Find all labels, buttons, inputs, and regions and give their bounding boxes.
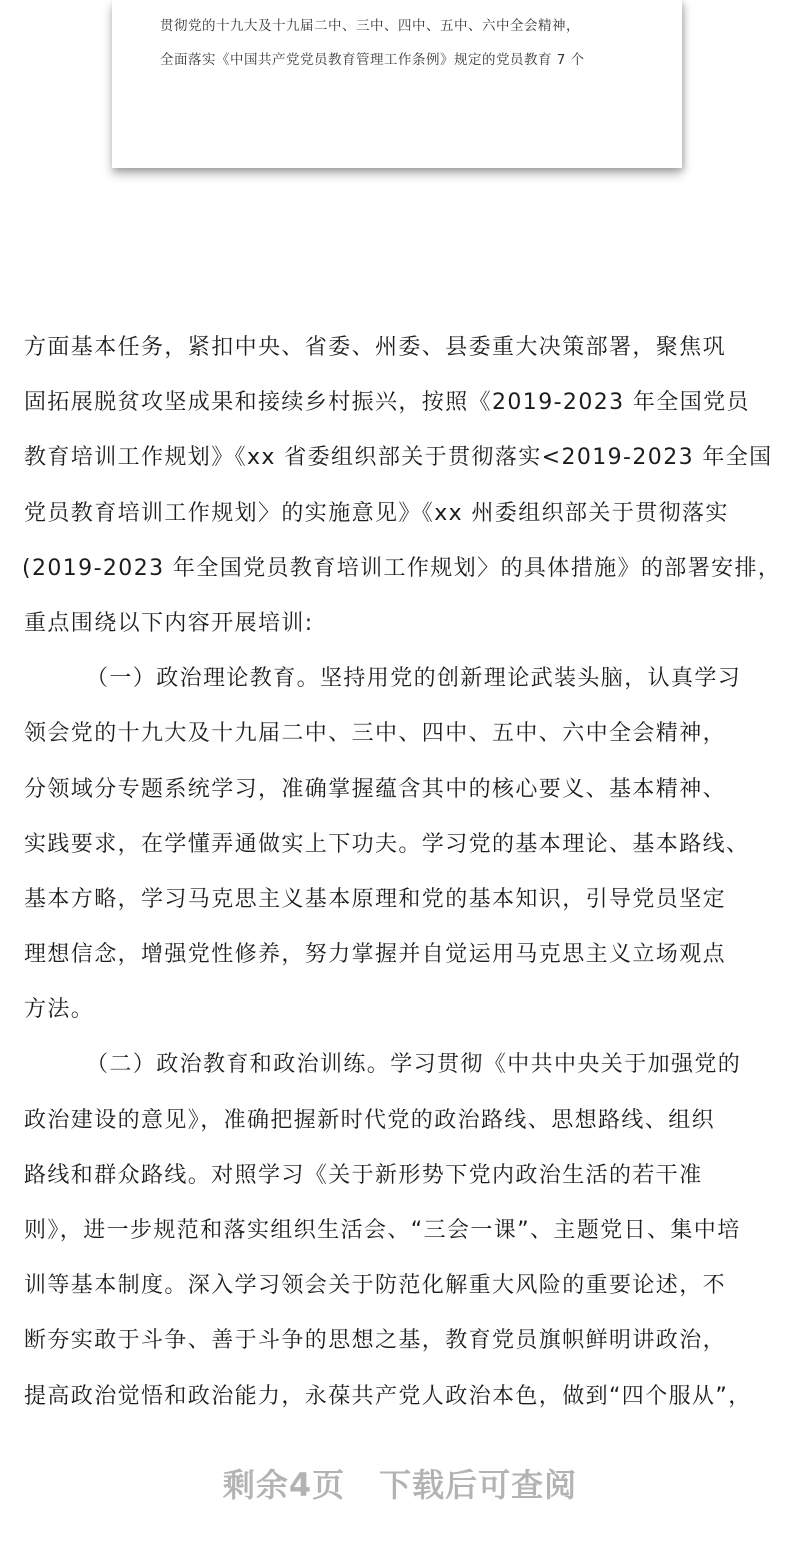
previous-page-card [112,0,682,168]
section-heading-political-education: （二）政治教育和政治训练。学习贯彻《中共中央关于加强党的 [86,1052,742,1078]
body-line: 实践要求，在学懂弄通做实上下功夫。学习党的基本理论、基本路线、 [24,831,750,857]
section-heading-political-theory: （一）政治理论教育。坚持用党的创新理论武装头脑，认真学习 [86,666,742,692]
body-line: 方法。 [24,997,95,1023]
document-body [24,320,784,1424]
download-prompt-label: 下载后可查阅 [379,1466,578,1504]
download-to-read-more-link[interactable] [0,1460,800,1506]
remaining-pages-label: 剩余4页 [222,1466,346,1504]
body-line: 分领域分专题系统学习，准确掌握蕴含其中的核心要义、基本精神、 [24,776,727,802]
body-line: 断夯实敢于斗争、善于斗争的思想之基，教育党员旗帜鲜明讲政治， [24,1328,727,1354]
previous-page-line-2: 全面落实《中国共产党党员教育管理工作条例》规定的党员教育 7 个 [160,52,585,68]
body-line: 路线和群众路线。对照学习《关于新形势下党内政治生活的若干准 [24,1162,703,1188]
body-line: 理想信念，增强党性修养，努力掌握并自觉运用马克思主义立场观点 [24,942,727,968]
body-line: 重点围绕以下内容开展培训: [24,610,314,636]
body-line: 训等基本制度。深入学习领会关于防范化解重大风险的重要论述，不 [24,1273,727,1299]
body-line: 政治建设的意见》，准确把握新时代党的政治路线、思想路线、组织 [24,1107,716,1133]
body-line: 基本方略，学习马克思主义基本原理和党的基本知识，引导党员坚定 [24,886,727,912]
body-line: 方面基本任务，紧扣中央、省委、州委、县委重大决策部署，聚焦巩 [24,335,727,360]
body-line: 教育培训工作规划》《xx 省委组织部关于贯彻落实<2019-2023 年全国 [24,445,773,471]
previous-page-line-1: 贯彻党的十九大及十九届二中、三中、四中、五中、六中全会精神， [160,18,580,34]
body-line: 则》，进一步规范和落实组织生活会、“三会一课”、主题党日、集中培 [24,1218,741,1243]
body-line: 提高政治觉悟和政治能力，永葆共产党人政治本色，做到“四个服从”， [24,1383,752,1409]
body-line: 领会党的十九大及十九届二中、三中、四中、五中、六中全会精神， [24,721,727,747]
body-line: 党员教育培训工作规划〉的实施意见》《xx 州委组织部关于贯彻落实 [24,500,729,526]
body-line: 固拓展脱贫攻坚成果和接续乡村振兴，按照《2019-2023 年全国党员 [24,390,750,416]
body-line: (2019-2023 年全国党员教育培训工作规划〉的具体措施》的部署安排， [22,555,782,581]
